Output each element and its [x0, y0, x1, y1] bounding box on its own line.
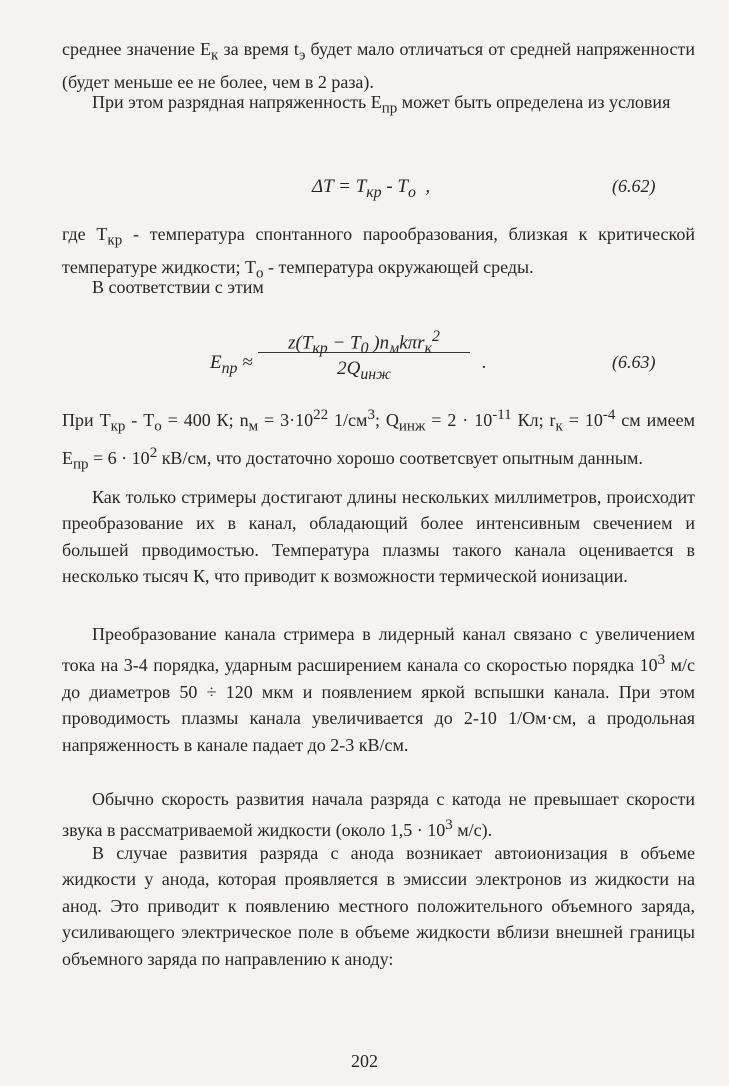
paragraph-9: В случае развития разряда с анода возникает автоионизация в объеме жидкости у анода, которая проявляется в эмиссии электронов из жидкости на анод. Это приводит к появлению местного положительного объемного заряда, усиливающего электрическое поле в объеме жидкости вблизи внешней границы объемного заряда по направлению к аноду:: [62, 843, 695, 969]
paragraph-3: где $T_{кр}$ - температура спонтанного парообразования, близкая к критической температуре жидкости; $T_o$ - температура окружающей среды.: [62, 224, 695, 282]
equation-6-63-fraction: [258, 324, 470, 382]
equation-6-62: $\Delta T = T_{кр} - T_o$ ,: [312, 176, 431, 201]
equation-number-6-63: (6.63): [612, 352, 656, 372]
equation-6-63-numerator: $z(T_{кр} - T_0$ )$n_мk\pi r_к^2$: [288, 328, 440, 358]
equation-number-6-62: (6.62): [612, 176, 656, 196]
paragraph-1: среднее значение $E_к$ за время $t_э$ будет мало отличаться от средней напряженности (будет меньше ее не более, чем в 2 раза).: [62, 39, 695, 92]
paragraph-5: При $T_{кр} - T_o = 400$ К; $n_м = 3\cdot 10^{22}$ $1/см^3$; $Q_{инж} = 2 \cdot 10^{-11}$ Кл; $r_к = 10^{-4}$ см имеем $E_{пр} = 6 \cdot 10^2$ кВ/см, что достаточно хорошо соответсвует опытным данным.: [62, 407, 695, 473]
paragraph-6: Как только стримеры достигают длины нескольких миллиметров, происходит преобразование их в канал, обладающий более интенсивным свечением и большей прводимостью. Температура плазмы такого канала оценивается в несколько тысяч К, что приводит к возможности термической ионизации.: [62, 487, 695, 587]
equation-6-63-denominator: $2Q_{инж}$: [337, 358, 391, 383]
page-number: 202: [351, 1051, 378, 1071]
paragraph-2: При этом разрядная напряженность $E_{пр}$ может быть определена из условия: [92, 92, 671, 117]
paragraph-8: Обычно скорость развития начала разряда с катода не превышает скорости звука в рассматриваемой жидкости (около $1,5 \cdot 10^3$ м/с).: [62, 789, 695, 841]
paragraph-7: Преобразование канала стримера в лидерный канал связано с увеличением тока на 3-4 порядка, ударным расширением канала со скоростью порядка $10^3$ м/с до диаметров 50 ÷ 120 мкм и появлением яркой вспышки канала. При этом проводимость плазмы канала увеличивается до 2-10 1/Ом·см, а продольная напряженность в канале падает до 2-3 кВ/см.: [62, 624, 695, 755]
equation-6-63-lhs: $E_{пр}$ ≈: [210, 352, 253, 377]
paragraph-4: В соответствии с этим: [92, 277, 264, 297]
equation-6-63-dot: .: [482, 352, 487, 373]
